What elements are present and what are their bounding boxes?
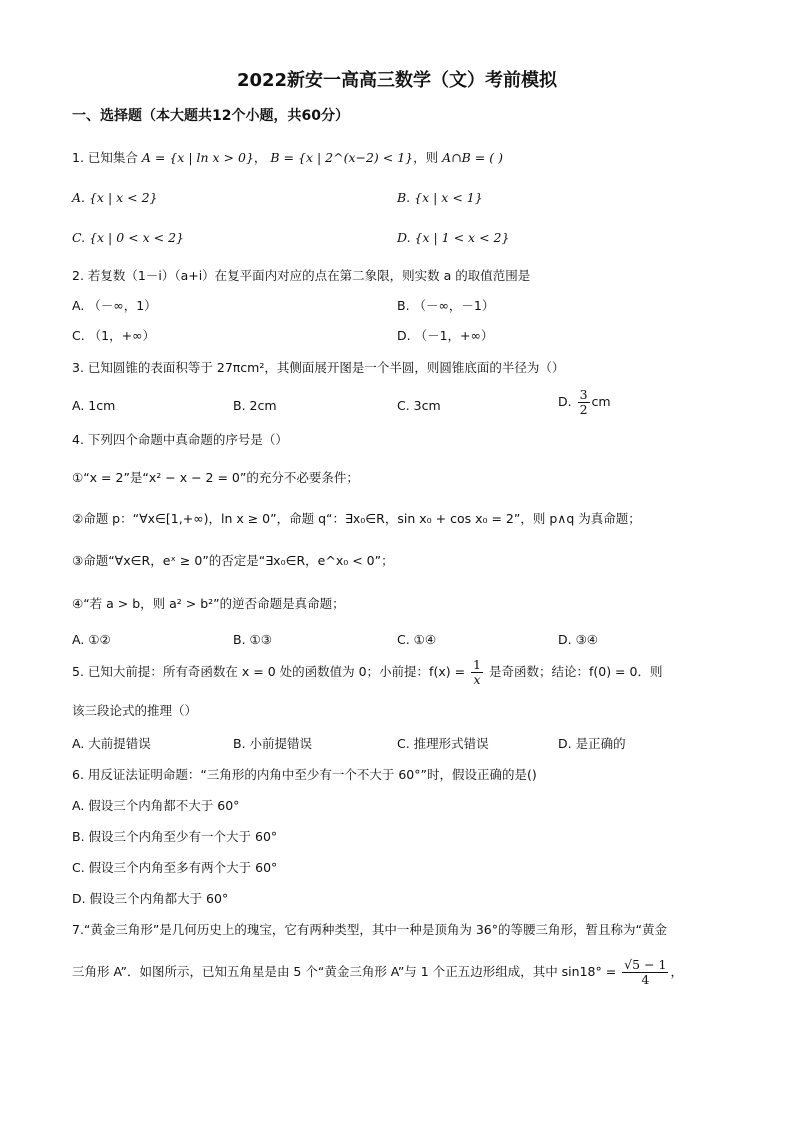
page-title: 2022新安一高高三数学（文）考前模拟 [236,70,558,91]
q5-fraction [471,658,483,687]
q3-option-a: A. 1cm [72,398,116,413]
q3-option-d-fraction [578,388,590,417]
q1-set-b: B = {x | 2^(x−2) < 1} [270,150,414,165]
question-7-line-2 [72,958,683,987]
question-3: 3. 已知圆锥的表面积等于 27πcm²，其侧面展开图是一个半圆，则圆锥底面的半径为（） [72,360,565,375]
q2-option-d: D. （－1，+∞） [397,328,494,343]
q1-stem: 1. 已知集合 [72,150,138,165]
q1-option-b: B. {x | x < 1} [397,190,483,205]
q4-statement-3: ③命题“∀x∈R，eˣ ≥ 0”的否定是“∃x₀∈R，e^x₀ < 0”； [72,553,394,568]
question-7-line-1: 7.“黄金三角形”是几何历史上的瑰宝，它有两种类型，其中一种是顶角为 36°的等腰三角形，暂且称为“黄金 [72,922,667,937]
q5-stem-c: 该三段论式的推理（） [72,703,198,718]
q5-frac-num: 1 [473,657,481,672]
q5-option-a: A. 大前提错误 [72,736,151,751]
q4-statement-2: ②命题 p：“∀x∈[1,+∞)，ln x ≥ 0”，命题 q“：∃x₀∈R，sin x₀ + cos x₀ = 2”，则 p∧q 为真命题； [72,511,641,526]
question-5 [72,658,662,687]
q7-tail: ， [670,963,683,979]
q3-option-c: C. 3cm [397,398,441,413]
q4-option-c: C. ①④ [397,632,437,647]
q3-option-d [558,388,611,417]
question-6: 6. 用反证法证明命题：“三角形的内角中至少有一个不大于 60°”时，假设正确的是() [72,767,537,782]
q3-option-d-num: 3 [579,387,588,402]
q6-option-d: D. 假设三个内角都大于 60° [72,891,229,906]
q3-option-d-label: D. [558,393,572,409]
q1-option-d: D. {x | 1 < x < 2} [397,230,510,245]
q6-option-b: B. 假设三个内角至少有一个大于 60° [72,829,278,844]
q3-option-d-unit: cm [591,393,611,409]
section-heading: 一、选择题（本大题共12个小题，共60分） [72,108,349,124]
q5-stem-b: 是奇函数；结论：f(0) = 0．则 [488,663,663,679]
q4-option-a: A. ①② [72,632,111,647]
question-2: 2. 若复数（1－i）（a+i）在复平面内对应的点在第二象限，则实数 a 的取值范围是 [72,268,531,283]
q3-option-b: B. 2cm [233,398,277,413]
q7-fraction [622,958,668,987]
q1-tail: ，则 [413,150,439,165]
q5-stem-a: 5. 已知大前提：所有奇函数在 x = 0 处的函数值为 0；小前提：f(x) = [72,663,466,679]
q5-option-c: C. 推理形式错误 [397,736,489,751]
q3-option-d-den: 2 [579,401,588,417]
q7-line-2-text: 三角形 A”．如图所示，已知五角星是由 5 个“黄金三角形 A”与 1 个正五边形组成，其中 sin18° = [72,963,617,979]
q6-option-c: C. 假设三个内角至多有两个大于 60° [72,860,278,875]
q4-option-d: D. ③④ [558,632,598,647]
q5-frac-den: x [473,671,481,687]
q7-frac-num: √5 − 1 [624,957,667,972]
q1-set-a: A = {x | ln x > 0} [141,150,254,165]
question-1: 1. 已知集合 A = {x | ln x > 0}， B = {x | 2^(x−2) < 1}，则 A∩B = ( ) [72,150,503,165]
q5-option-d: D. 是正确的 [558,736,626,751]
q4-statement-4: ④“若 a > b，则 a² > b²”的逆否命题是真命题； [72,596,345,611]
q1-option-a: A. {x | x < 2} [72,190,158,205]
q4-option-b: B. ①③ [233,632,272,647]
question-4: 4. 下列四个命题中真命题的序号是（） [72,432,288,447]
q2-option-b: B. （－∞，－1） [397,298,495,313]
q7-frac-den: 4 [641,971,650,987]
q2-option-c: C. （1，+∞） [72,328,156,343]
q4-statement-1: ①“x = 2”是“x² − x − 2 = 0”的充分不必要条件； [72,470,359,485]
q6-option-a: A. 假设三个内角都不大于 60° [72,798,240,813]
q1-ask: A∩B = ( ) [442,150,503,165]
q1-option-c: C. {x | 0 < x < 2} [72,230,184,245]
q2-option-a: A. （－∞，1） [72,298,157,313]
q5-option-b: B. 小前提错误 [233,736,313,751]
